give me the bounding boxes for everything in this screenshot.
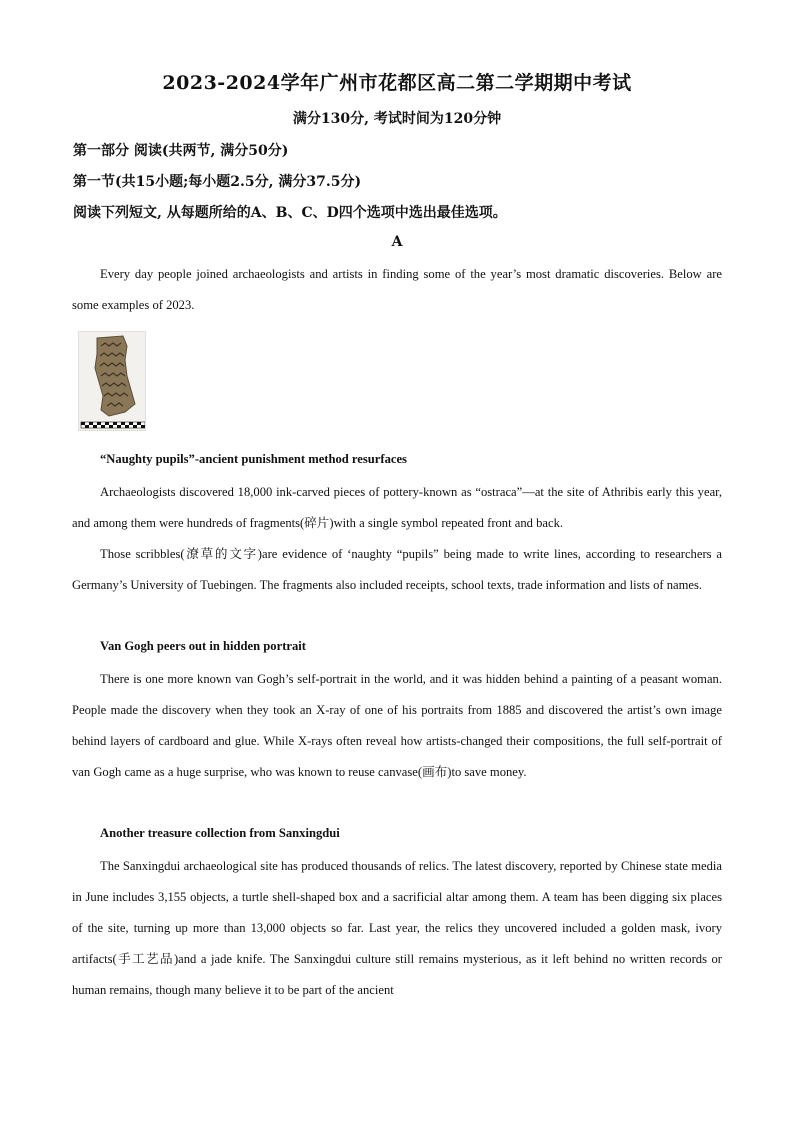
passage-intro: Every day people joined archaeologists and artists in finding some of the year’s most dramatic discoveries. Below are some examples of 2023. (72, 267, 722, 312)
paragraph-sanxingdui: The Sanxingdui archaeological site has produced thousands of relics. The latest discovery, reported by Chinese state media in June includes 3,155 objects, a turtle shell-shaped box and a sacrificial altar among them. A team has been digging six places of the site, turning up more than 13,000 objects so far. Last year, the relics they uncovered included a golden mask, ivory artifacts(手工艺品)and a jade knife. The Sanxingdui culture still remains mysterious, as it left behind no written records or human remains, though many believe it to be part of the ancient (72, 859, 722, 997)
exam-subtitle: 满分130分, 考试时间为120分钟 (292, 111, 502, 127)
item-heading-sanxingdui: Another treasure collection from Sanxingdui (100, 826, 340, 840)
pottery-fragment-photo (78, 331, 146, 431)
pottery-fragment-icon (79, 332, 146, 431)
paragraph-van-gogh: There is one more known van Gogh’s self-portrait in the world, and it was hidden behind a painting of a peasant woman. People made the discovery when they took an X-ray of one of his portraits from 1885 and discovered the artist’s own image behind layers of cardboard and glue. While X-rays often reveal how artists-changed their compositions, the full self-portrait of van Gogh came as a huge surprise, who was known to reuse canvase(画布)to save money. (72, 672, 722, 779)
passage-letter: A (391, 234, 403, 250)
paragraph-ostraca: Archaeologists discovered 18,000 ink-carved pieces of pottery-known as “ostraca”—at the site of Athribis early this year, and among them were hundreds of fragments(碎片)with a single symbol repeated front and back. (72, 485, 722, 530)
item-heading-van-gogh: Van Gogh peers out in hidden portrait (100, 639, 306, 653)
instruction-text: 阅读下列短文, 从每题所给的A、B、C、D四个选项中选出最佳选项。 (73, 205, 507, 221)
part-heading: 第一部分 阅读(共两节, 满分50分) (73, 143, 289, 159)
paragraph-scribbles: Those scribbles(潦草的文字)are evidence of ‘naughty “pupils” being made to write lines, according to researchers a Germany’s University of Tuebingen. The fragments also included receipts, school texts, trade information and lists of names. (72, 547, 722, 592)
item-heading-naughty-pupils: “Naughty pupils”-ancient punishment method resurfaces (100, 452, 407, 466)
section-heading: 第一节(共15小题;每小题2.5分, 满分37.5分) (73, 174, 362, 190)
exam-title: 2023-2024学年广州市花都区高二第二学期期中考试 (162, 72, 632, 94)
